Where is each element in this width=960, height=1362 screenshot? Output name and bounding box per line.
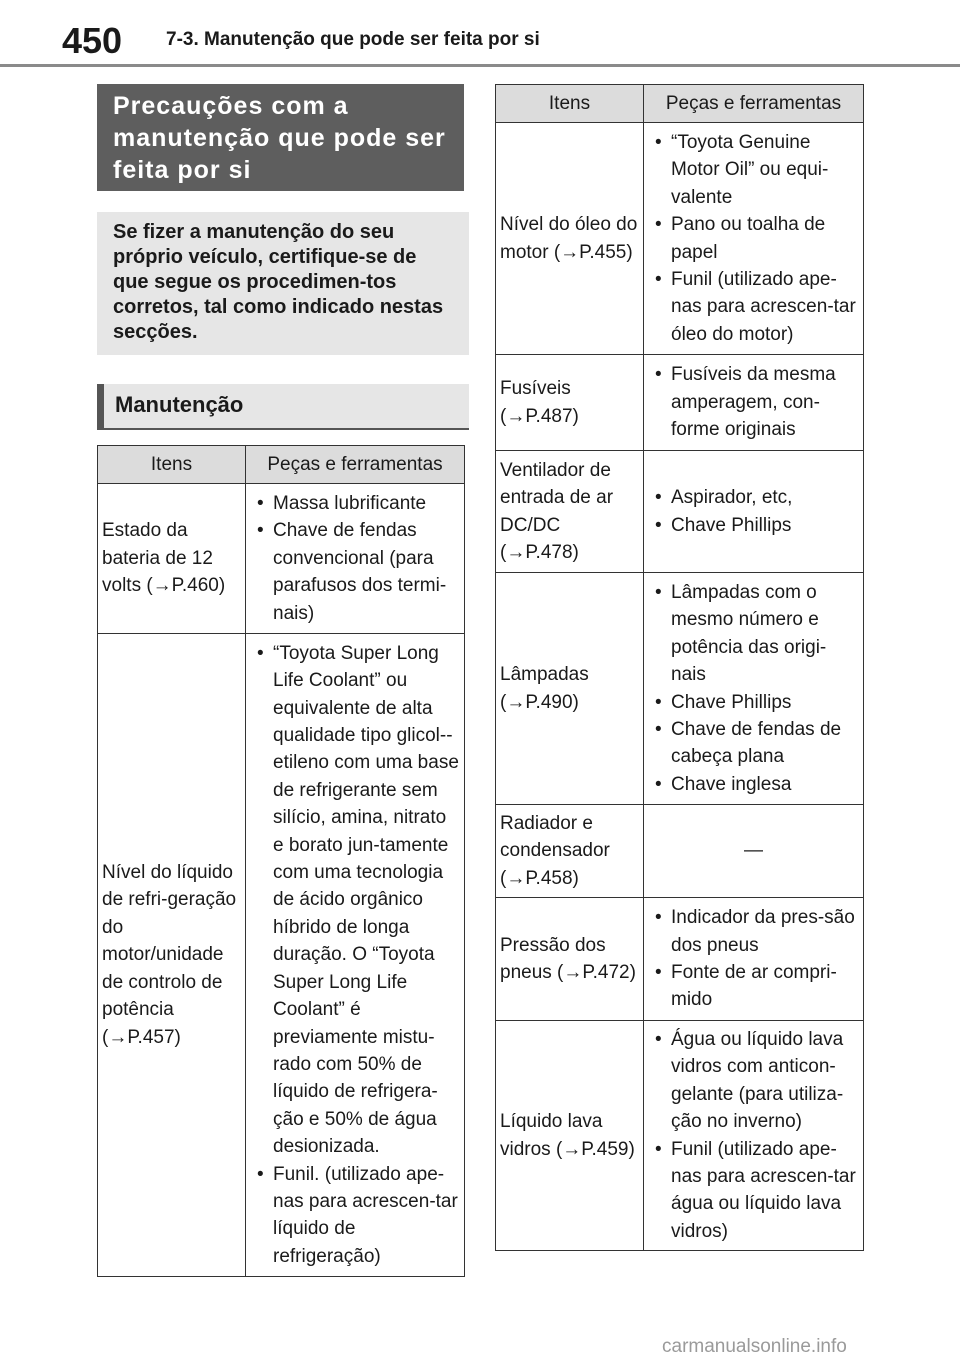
tools-cell bbox=[644, 451, 864, 573]
list-item: • Funil. (utilizado ape-nas para acrescen-tar líquido de refrigeração) bbox=[250, 1161, 460, 1271]
table-row bbox=[496, 805, 864, 898]
subsection-heading: Manutenção bbox=[97, 384, 469, 430]
item-cell: Fusíveis (→P.487) bbox=[496, 355, 644, 451]
column-header-items: Itens bbox=[98, 446, 246, 484]
section-title: Precauções com a manutenção que pode ser feita por si bbox=[97, 84, 464, 191]
list-item: • Aspirador, etc, bbox=[648, 484, 859, 511]
item-cell: Radiador e condensador (→P.458) bbox=[496, 805, 644, 898]
item-cell: Nível do óleo do motor (→P.455) bbox=[496, 123, 644, 355]
table-header-row bbox=[496, 85, 864, 123]
tools-cell bbox=[246, 484, 465, 634]
list-item: • Funil (utilizado ape-nas para acrescen-tar água ou líquido lava vidros) bbox=[648, 1136, 859, 1246]
list-item: • Chave de fendas de cabeça plana bbox=[648, 716, 859, 771]
table-row bbox=[496, 123, 864, 355]
table-row bbox=[496, 1021, 864, 1251]
table-row bbox=[496, 898, 864, 1021]
column-header-tools: Peças e ferramentas bbox=[644, 85, 864, 123]
column-header-tools: Peças e ferramentas bbox=[246, 446, 465, 484]
table-row bbox=[98, 634, 465, 1277]
list-item: • Massa lubrificante bbox=[250, 490, 460, 517]
header-divider bbox=[0, 64, 960, 67]
list-item: • “Toyota Genuine Motor Oil” ou equi-valente bbox=[648, 129, 859, 211]
item-cell: Pressão dos pneus (→P.472) bbox=[496, 898, 644, 1021]
page-number: 450 bbox=[62, 20, 123, 61]
list-item: • Lâmpadas com o mesmo número e potência das origi-nais bbox=[648, 579, 859, 689]
tools-cell bbox=[644, 573, 864, 805]
maintenance-table-left bbox=[97, 445, 465, 1277]
tools-cell bbox=[246, 634, 465, 1277]
chapter-title: 7-3. Manutenção que pode ser feita por si bbox=[166, 29, 540, 50]
item-cell: Nível do líquido de refri-geração do motor/unidade de controlo de potência (→P.457) bbox=[98, 634, 246, 1277]
list-item: • Indicador da pres-são dos pneus bbox=[648, 904, 859, 959]
list-item: • Água ou líquido lava vidros com anticon-gelante (para utiliza-ção no inverno) bbox=[648, 1026, 859, 1136]
item-cell: Estado da bateria de 12 volts (→P.460) bbox=[98, 484, 246, 634]
table-row bbox=[496, 355, 864, 451]
list-item: • “Toyota Super Long Life Coolant” ou equivalente de alta qualidade tipo glicol--etileno com uma base de refrigerante sem silício, amina, nitrato e borato jun-tamente com uma tecnologia de ácido orgânico híbrido de longa duração. O “Toyota Super Long Life Coolant” é previamente mistu-rado com 50% de líquido de refrigera-ção e 50% de água desionizada. bbox=[250, 640, 460, 1161]
column-header-items: Itens bbox=[496, 85, 644, 123]
item-cell: Líquido lava vidros (→P.459) bbox=[496, 1021, 644, 1251]
table-row bbox=[98, 484, 465, 634]
table-row bbox=[496, 451, 864, 573]
tools-cell bbox=[644, 123, 864, 355]
list-item: • Fusíveis da mesma amperagem, con-forme originais bbox=[648, 361, 859, 443]
list-item: • Fonte de ar compri-mido bbox=[648, 959, 859, 1014]
item-cell: Lâmpadas (→P.490) bbox=[496, 573, 644, 805]
page-header bbox=[0, 0, 960, 66]
table-row bbox=[496, 573, 864, 805]
tools-cell bbox=[644, 898, 864, 1021]
watermark: carmanualsonline.info bbox=[662, 1336, 847, 1357]
list-item: • Pano ou toalha de papel bbox=[648, 211, 859, 266]
tools-cell-empty: — bbox=[644, 805, 864, 898]
intro-text: Se fizer a manutenção do seu próprio veículo, certifique-se de que segue os procedimen-tos corretos, tal como indicado nestas secções. bbox=[97, 212, 469, 355]
list-item: • Chave Phillips bbox=[648, 512, 859, 539]
list-item: • Chave inglesa bbox=[648, 771, 859, 798]
list-item: • Funil (utilizado ape-nas para acrescen-tar óleo do motor) bbox=[648, 266, 859, 348]
table-header-row bbox=[98, 446, 465, 484]
list-item: • Chave de fendas convencional (para parafusos dos termi-nais) bbox=[250, 517, 460, 627]
maintenance-table-right bbox=[495, 84, 864, 1251]
item-cell: Ventilador de entrada de ar DC/DC (→P.478) bbox=[496, 451, 644, 573]
list-item: • Chave Phillips bbox=[648, 689, 859, 716]
tools-cell bbox=[644, 355, 864, 451]
tools-cell bbox=[644, 1021, 864, 1251]
